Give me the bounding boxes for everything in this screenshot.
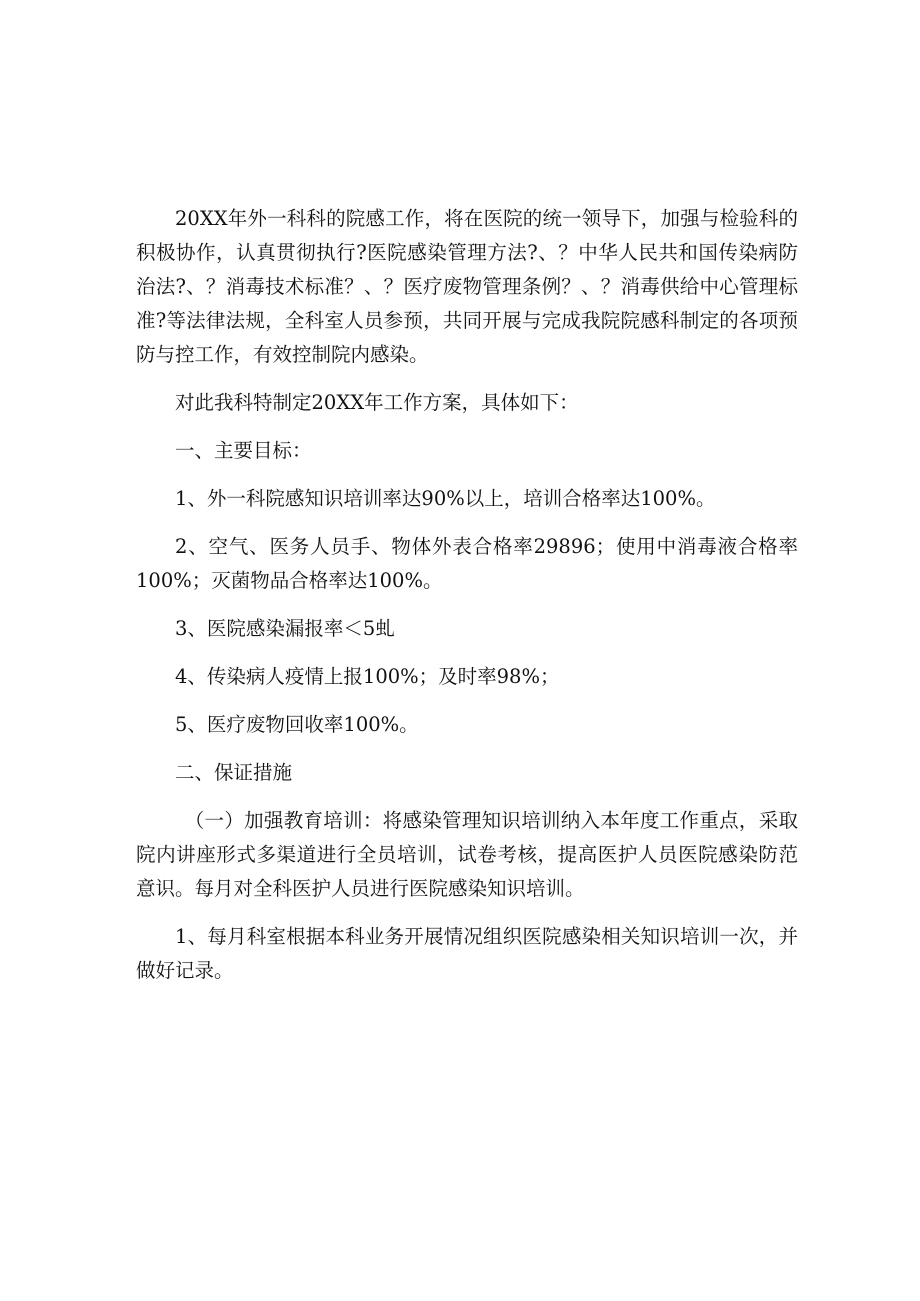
section-heading-goals: 一、主要目标： [175,439,312,462]
section-heading-measures: 二、保证措施 [175,761,293,784]
document-page [136,202,798,1002]
goal-item-3: 3、医院感染漏报率＜5虬 [175,617,395,640]
goal-item-1: 1、外一科院感知识培训率达90%以上，培训合格率达100%。 [175,487,716,510]
goal-item-2: 2、空气、医务人员手、物体外表合格率29896；使用中消毒液合格率100%；灭菌物品合格率达100%。 [136,535,798,592]
plan-intro-paragraph: 对此我科特制定20XX年工作方案，具体如下： [175,391,579,414]
intro-paragraph: 20XX年外一科科的院感工作，将在医院的统一领导下，加强与检验科的积极协作，认真贯彻执行?医院感染管理方法?、？中华人民共和国传染病防治法?、？消毒技术标准？、？医疗废物管理条例？、？消毒供给中心管理标准?等法律法规，全科室人员参预，共同开展与完成我院院感科制定的各项预防与控工作，有效控制院内感染。 [136,207,798,366]
goal-item-4: 4、传染病人疫情上报100%；及时率98%； [175,665,560,688]
goal-item-5: 5、医疗废物回收率100%。 [175,713,419,736]
measure-education-paragraph: （一）加强教育培训：将感染管理知识培训纳入本年度工作重点，采取院内讲座形式多渠道进行全员培训，试卷考核，提高医护人员医院感染防范意识。每月对全科医护人员进行医院感染知识培训。 [136,809,798,900]
measure-item-1: 1、每月科室根据本科业务开展情况组织医院感染相关知识培训一次，并做好记录。 [136,925,798,982]
